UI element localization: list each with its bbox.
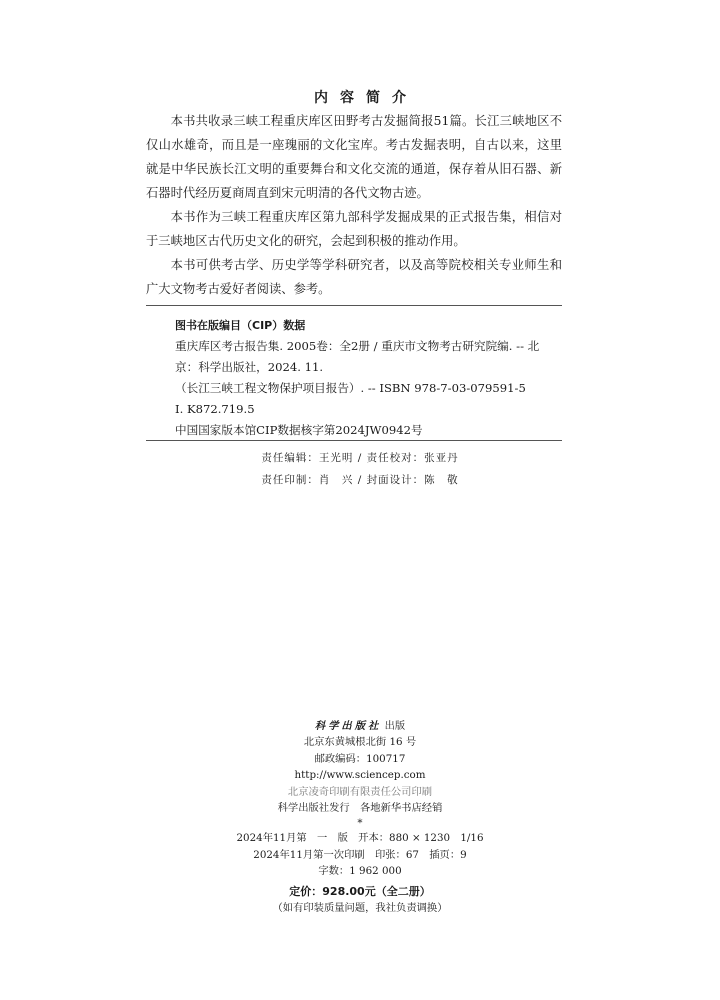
publish-word: 出版 [384,720,406,732]
summary-paragraph-3: 本书可供考古学、历史学等学科研究者，以及高等院校相关专业师生和广大文物考古爱好者阅读、参考。 [146,258,562,296]
publisher-address: 北京东黄城根北街 16 号 [303,736,417,749]
publisher-name-line [0,718,720,734]
credits-block [0,447,720,491]
cip-classification: Ⅰ. K872.719.5 [175,402,255,416]
cip-block [175,315,565,441]
cip-entry-line-1: 重庆库区考古报告集. 2005卷：全2册 / 重庆市文物考古研究院编. -- 北 [175,339,540,353]
publisher-logo: 科学出版社 [314,720,382,732]
word-count: 字数：1 962 000 [318,865,402,878]
printing-line: 2024年11月第一次印刷 印张：67 插页：9 [253,848,467,861]
summary-paragraph-1: 本书共收录三峡工程重庆库区田野考古发掘简报51篇。长江三峡地区不仅山水雄奇，而且是一座瑰丽的文化宝库。考古发掘表明，自古以来，这里就是中华民族长江文明的重要舞台和文化交流的通道，保存着从旧石器、新石器时代经历夏商周直到宋元明清的各代文物古迹。 [146,114,562,200]
separator-star: * [357,817,363,830]
cip-verification: 中国国家版本馆CIP数据核字第2024JW0942号 [175,423,423,437]
distribution-line: 科学出版社发行 各地新华书店经销 [277,802,443,815]
credits-editors: 责任编辑：王光明 / 责任校对：张亚丹 [261,452,459,464]
summary-body [146,109,562,301]
summary-paragraph-2: 本书作为三峡工程重庆库区第九部科学发掘成果的正式报告集，相信对于三峡地区古代历史文化的研究，会起到积极的推动作用。 [146,210,562,248]
edition-line: 2024年11月第 一 版 开本：880 × 1230 1/16 [236,832,484,845]
printer-line: 北京凌奇印刷有限责任公司印刷 [287,785,433,798]
summary-title: 内容简介 [314,90,418,106]
publisher-block [0,718,720,916]
credits-production: 责任印制：肖 兴 / 封面设计：陈 敬 [261,474,459,486]
quality-notice: （如有印装质量问题，我社负责调换） [272,902,448,915]
cip-heading: 图书在版编目（CIP）数据 [175,319,306,332]
cip-bottom-divider [146,440,562,441]
cip-series-line: （长江三峡工程文物保护项目报告）. -- ISBN 978-7-03-079591-5 [175,381,526,395]
price-line: 定价：928.00元（全二册） [289,884,431,898]
publisher-website: http://www.sciencep.com [294,769,426,782]
cip-entry-line-2: 京：科学出版社，2024. 11. [175,360,324,374]
cip-top-divider [146,305,562,306]
publisher-postcode: 邮政编码：100717 [314,752,406,765]
